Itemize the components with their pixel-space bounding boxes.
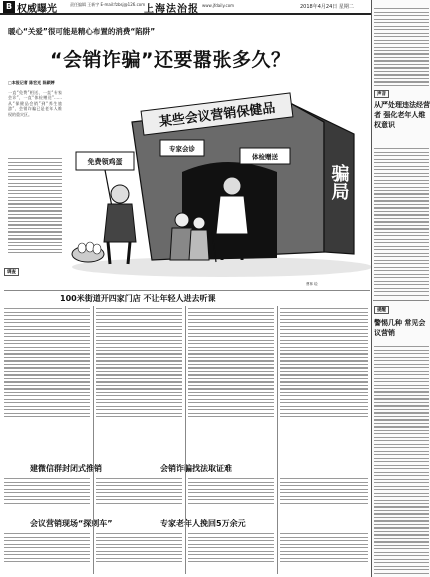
editor-credits: 责任编辑 王新宇 E-mail:fzbsj@126.com (70, 2, 146, 7)
section-tag-investigation: 调查 (4, 268, 19, 276)
cartoon-banner-text: 某些会议营销保健品 (158, 100, 277, 131)
subhead-2: 建微信群封闭式推销 (30, 464, 102, 473)
article-column-7 (188, 476, 274, 516)
column-rule (93, 306, 94, 574)
article-column-10 (96, 531, 182, 575)
sidebar-tag-reminder: 提醒 (374, 306, 389, 314)
article-column-4 (280, 306, 368, 456)
cartoon-sign-checkup: 体检赠送 (252, 153, 278, 161)
sidebar-text-1 (374, 146, 429, 296)
article-column-3 (188, 306, 274, 456)
article-column-5 (4, 476, 90, 516)
article-column-9 (4, 531, 90, 575)
main-headline: “会销诈骗”还要嚣张多久？ (50, 49, 291, 71)
subhead-4: 会议营销现场“探刺车” (30, 519, 113, 528)
subhead-5: 专家老年人挽回5万余元 (160, 519, 246, 528)
subhead-3: 会销诈骗找法取证难 (160, 464, 232, 473)
section-divider (4, 290, 370, 291)
section-name: 权威曝光 (17, 4, 57, 15)
byline: □本报记者 陈宏光 陈颖婷 (8, 80, 55, 85)
subhead-1: 100米街道开四家门店 不让年轻人进去听课 (60, 294, 216, 303)
article-column-12 (280, 531, 368, 575)
sidebar-divider (373, 300, 429, 301)
cartoon-credit: 曹林 绘 (306, 282, 318, 286)
article-column-11 (188, 531, 274, 575)
sidebar-title-1: 从严处理违法经营者 强化老年人维权意识 (374, 101, 430, 129)
article-column-2 (96, 306, 182, 456)
newspaper-url: www.jfdaily.com (202, 3, 235, 8)
section-badge: B (3, 1, 15, 13)
column-rule (277, 306, 278, 574)
sidebar-text-top (374, 6, 429, 86)
cartoon-sign-free-eggs: 免费领鸡蛋 (87, 158, 123, 166)
article-column-1 (4, 306, 90, 456)
intro-box-text: 一直“免费”相送、一直“专家会诊”，一直“体检赠送”……从“保健品会销”到“养生旅游”，会销诈骗已是老年人维权的重灾区。 (8, 90, 62, 117)
cartoon-side-word: 骗局 (328, 164, 350, 200)
sidebar-text-2 (374, 344, 429, 574)
satirical-cartoon (62, 82, 372, 278)
sidebar-rule (371, 0, 372, 577)
column-rule (185, 306, 186, 574)
article-column-8 (280, 476, 368, 516)
cartoon-sign-expert: 专家会诊 (169, 145, 195, 153)
issue-date: 2018年4月24日 星期二 (300, 4, 354, 10)
lead-article-text (8, 156, 62, 286)
article-column-6 (96, 476, 182, 516)
newspaper-name: 上海法治报 (144, 4, 199, 15)
kicker-line: 暖心“关爱”很可能是精心布置的消费“陷阱” (8, 27, 156, 36)
sidebar-title-2: 警惕几种 常见会议营销 (374, 319, 426, 337)
sidebar-tag-voice: 声音 (374, 90, 389, 98)
